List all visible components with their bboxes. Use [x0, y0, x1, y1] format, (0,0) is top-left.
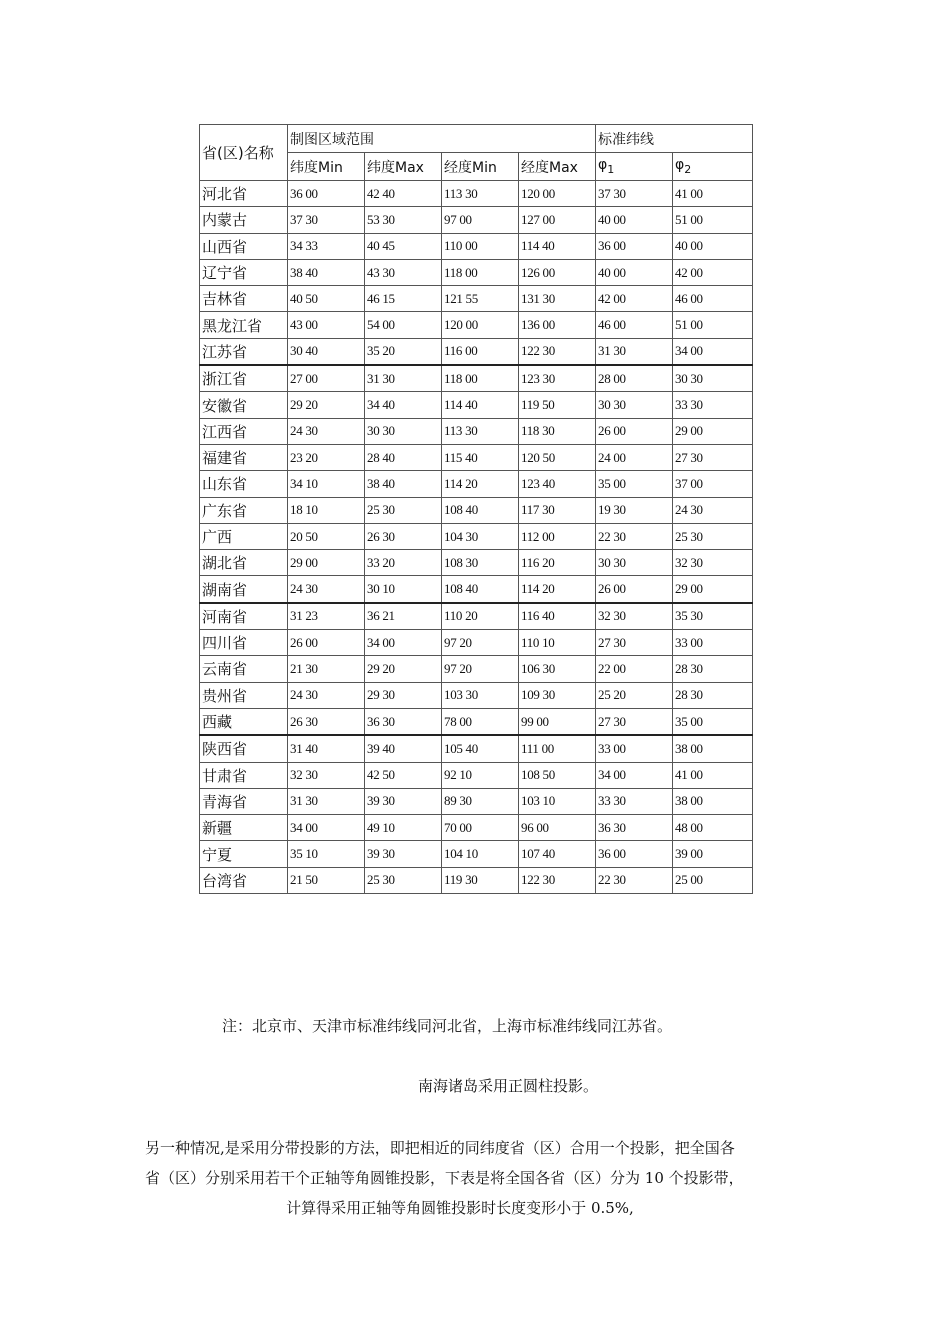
value-cell: 109 30 — [519, 682, 596, 708]
value-cell: 36 00 — [596, 841, 673, 867]
value-cell: 29 00 — [288, 550, 365, 576]
value-cell: 26 30 — [365, 523, 442, 549]
value-cell: 40 45 — [365, 233, 442, 259]
value-cell: 108 30 — [442, 550, 519, 576]
value-cell: 37 30 — [596, 181, 673, 207]
value-cell: 97 20 — [442, 630, 519, 656]
value-cell: 131 30 — [519, 286, 596, 312]
value-cell: 42 40 — [365, 181, 442, 207]
value-cell: 103 10 — [519, 788, 596, 814]
province-name-cell: 山西省 — [200, 233, 288, 259]
value-cell: 21 50 — [288, 867, 365, 893]
value-cell: 108 40 — [442, 576, 519, 603]
value-cell: 22 00 — [596, 656, 673, 682]
province-name-cell: 湖南省 — [200, 576, 288, 603]
value-cell: 112 00 — [519, 523, 596, 549]
value-cell: 105 40 — [442, 735, 519, 762]
value-cell: 40 00 — [596, 207, 673, 233]
value-cell: 27 30 — [596, 708, 673, 735]
value-cell: 34 00 — [673, 338, 753, 365]
value-cell: 119 30 — [442, 867, 519, 893]
value-cell: 37 30 — [288, 207, 365, 233]
value-cell: 115 40 — [442, 444, 519, 470]
province-name-cell: 云南省 — [200, 656, 288, 682]
paragraph-line-2: 省（区）分别采用若干个正轴等角圆锥投影，下表是将全国各省（区）分为 10 个投影带， — [145, 1169, 744, 1187]
value-cell: 114 40 — [519, 233, 596, 259]
value-cell: 48 00 — [673, 815, 753, 841]
value-cell: 27 30 — [596, 630, 673, 656]
table-row — [200, 841, 753, 867]
paragraph-line-3: 计算得采用正轴等角圆锥投影时长度变形小于 0.5%, — [286, 1199, 634, 1217]
table-row — [200, 444, 753, 470]
table-row — [200, 735, 753, 762]
value-cell: 116 00 — [442, 338, 519, 365]
projection-table-container — [199, 124, 752, 894]
province-name-cell: 河南省 — [200, 603, 288, 630]
header-phi1: $\varphi_1$ — [596, 153, 673, 181]
province-name-cell: 广西 — [200, 523, 288, 549]
value-cell: 24 30 — [288, 682, 365, 708]
value-cell: 89 30 — [442, 788, 519, 814]
value-cell: 25 30 — [365, 497, 442, 523]
value-cell: 118 00 — [442, 365, 519, 392]
value-cell: 32 30 — [596, 603, 673, 630]
value-cell: 96 00 — [519, 815, 596, 841]
value-cell: 49 10 — [365, 815, 442, 841]
value-cell: 38 40 — [365, 471, 442, 497]
value-cell: 92 10 — [442, 762, 519, 788]
value-cell: 106 30 — [519, 656, 596, 682]
value-cell: 29 20 — [288, 392, 365, 418]
value-cell: 25 20 — [596, 682, 673, 708]
province-name-cell: 江西省 — [200, 418, 288, 444]
table-row — [200, 523, 753, 549]
value-cell: 25 30 — [365, 867, 442, 893]
province-name-cell: 甘肃省 — [200, 762, 288, 788]
value-cell: 30 40 — [288, 338, 365, 365]
value-cell: 70 00 — [442, 815, 519, 841]
table-row — [200, 788, 753, 814]
value-cell: 27 00 — [288, 365, 365, 392]
value-cell: 32 30 — [673, 550, 753, 576]
value-cell: 35 20 — [365, 338, 442, 365]
value-cell: 42 00 — [673, 259, 753, 285]
table-row — [200, 603, 753, 630]
value-cell: 29 30 — [365, 682, 442, 708]
value-cell: 41 00 — [673, 762, 753, 788]
value-cell: 118 00 — [442, 259, 519, 285]
value-cell: 54 00 — [365, 312, 442, 338]
value-cell: 33 00 — [596, 735, 673, 762]
table-row — [200, 365, 753, 392]
value-cell: 34 00 — [288, 815, 365, 841]
value-cell: 29 00 — [673, 418, 753, 444]
value-cell: 27 30 — [673, 444, 753, 470]
province-name-cell: 青海省 — [200, 788, 288, 814]
province-name-cell: 河北省 — [200, 181, 288, 207]
value-cell: 113 30 — [442, 418, 519, 444]
value-cell: 30 30 — [673, 365, 753, 392]
value-cell: 126 00 — [519, 259, 596, 285]
header-lon-max: 经度Max — [519, 153, 596, 181]
value-cell: 35 00 — [596, 471, 673, 497]
value-cell: 35 30 — [673, 603, 753, 630]
table-row — [200, 815, 753, 841]
value-cell: 38 00 — [673, 788, 753, 814]
value-cell: 97 20 — [442, 656, 519, 682]
value-cell: 53 30 — [365, 207, 442, 233]
value-cell: 29 20 — [365, 656, 442, 682]
value-cell: 117 30 — [519, 497, 596, 523]
table-row — [200, 312, 753, 338]
value-cell: 26 30 — [288, 708, 365, 735]
value-cell: 108 40 — [442, 497, 519, 523]
value-cell: 25 00 — [673, 867, 753, 893]
table-row — [200, 630, 753, 656]
province-name-cell: 台湾省 — [200, 867, 288, 893]
value-cell: 114 20 — [442, 471, 519, 497]
value-cell: 23 20 — [288, 444, 365, 470]
province-name-cell: 西藏 — [200, 708, 288, 735]
value-cell: 51 00 — [673, 312, 753, 338]
value-cell: 36 00 — [596, 233, 673, 259]
value-cell: 37 00 — [673, 471, 753, 497]
province-name-cell: 辽宁省 — [200, 259, 288, 285]
table-row — [200, 576, 753, 603]
value-cell: 28 00 — [596, 365, 673, 392]
value-cell: 30 10 — [365, 576, 442, 603]
value-cell: 18 10 — [288, 497, 365, 523]
value-cell: 46 15 — [365, 286, 442, 312]
value-cell: 36 30 — [365, 708, 442, 735]
value-cell: 28 30 — [673, 682, 753, 708]
header-standard-parallels: 标准纬线 — [596, 125, 753, 153]
value-cell: 123 40 — [519, 471, 596, 497]
value-cell: 111 00 — [519, 735, 596, 762]
province-name-cell: 宁夏 — [200, 841, 288, 867]
province-name-cell: 陕西省 — [200, 735, 288, 762]
table-row — [200, 418, 753, 444]
value-cell: 40 50 — [288, 286, 365, 312]
value-cell: 104 10 — [442, 841, 519, 867]
value-cell: 33 30 — [673, 392, 753, 418]
value-cell: 33 00 — [673, 630, 753, 656]
value-cell: 110 10 — [519, 630, 596, 656]
value-cell: 28 30 — [673, 656, 753, 682]
value-cell: 22 30 — [596, 867, 673, 893]
value-cell: 51 00 — [673, 207, 753, 233]
value-cell: 104 30 — [442, 523, 519, 549]
value-cell: 30 30 — [365, 418, 442, 444]
value-cell: 110 00 — [442, 233, 519, 259]
value-cell: 31 23 — [288, 603, 365, 630]
value-cell: 40 00 — [673, 233, 753, 259]
table-row — [200, 338, 753, 365]
value-cell: 36 21 — [365, 603, 442, 630]
value-cell: 127 00 — [519, 207, 596, 233]
value-cell: 113 30 — [442, 181, 519, 207]
value-cell: 116 40 — [519, 603, 596, 630]
value-cell: 122 30 — [519, 338, 596, 365]
province-name-cell: 四川省 — [200, 630, 288, 656]
value-cell: 42 50 — [365, 762, 442, 788]
header-province-name: 省(区)名称 — [200, 125, 288, 181]
header-lat-min: 纬度Min — [288, 153, 365, 181]
value-cell: 31 30 — [365, 365, 442, 392]
value-cell: 122 30 — [519, 867, 596, 893]
value-cell: 24 30 — [673, 497, 753, 523]
province-name-cell: 贵州省 — [200, 682, 288, 708]
value-cell: 114 20 — [519, 576, 596, 603]
table-body — [200, 181, 753, 894]
province-name-cell: 广东省 — [200, 497, 288, 523]
value-cell: 123 30 — [519, 365, 596, 392]
value-cell: 29 00 — [673, 576, 753, 603]
value-cell: 41 00 — [673, 181, 753, 207]
value-cell: 120 00 — [519, 181, 596, 207]
value-cell: 34 40 — [365, 392, 442, 418]
value-cell: 39 30 — [365, 788, 442, 814]
value-cell: 110 20 — [442, 603, 519, 630]
value-cell: 36 00 — [288, 181, 365, 207]
value-cell: 20 50 — [288, 523, 365, 549]
value-cell: 21 30 — [288, 656, 365, 682]
value-cell: 28 40 — [365, 444, 442, 470]
province-name-cell: 山东省 — [200, 471, 288, 497]
value-cell: 107 40 — [519, 841, 596, 867]
table-row — [200, 762, 753, 788]
value-cell: 38 40 — [288, 259, 365, 285]
value-cell: 119 50 — [519, 392, 596, 418]
table-row — [200, 497, 753, 523]
value-cell: 31 40 — [288, 735, 365, 762]
value-cell: 136 00 — [519, 312, 596, 338]
table-row — [200, 656, 753, 682]
value-cell: 31 30 — [288, 788, 365, 814]
value-cell: 33 30 — [596, 788, 673, 814]
value-cell: 46 00 — [673, 286, 753, 312]
value-cell: 35 00 — [673, 708, 753, 735]
value-cell: 19 30 — [596, 497, 673, 523]
value-cell: 24 30 — [288, 418, 365, 444]
value-cell: 22 30 — [596, 523, 673, 549]
table-row — [200, 233, 753, 259]
province-name-cell: 新疆 — [200, 815, 288, 841]
table-row — [200, 181, 753, 207]
paragraph-line-1: 另一种情况,是采用分带投影的方法，即把相近的同纬度省（区）合用一个投影，把全国各 — [145, 1139, 735, 1157]
value-cell: 32 30 — [288, 762, 365, 788]
value-cell: 39 30 — [365, 841, 442, 867]
table-header-row — [200, 125, 753, 153]
value-cell: 99 00 — [519, 708, 596, 735]
value-cell: 39 40 — [365, 735, 442, 762]
value-cell: 108 50 — [519, 762, 596, 788]
value-cell: 120 50 — [519, 444, 596, 470]
value-cell: 26 00 — [596, 576, 673, 603]
value-cell: 118 30 — [519, 418, 596, 444]
value-cell: 24 30 — [288, 576, 365, 603]
value-cell: 33 20 — [365, 550, 442, 576]
province-name-cell: 江苏省 — [200, 338, 288, 365]
province-name-cell: 黑龙江省 — [200, 312, 288, 338]
value-cell: 38 00 — [673, 735, 753, 762]
province-name-cell: 湖北省 — [200, 550, 288, 576]
province-name-cell: 内蒙古 — [200, 207, 288, 233]
table-row — [200, 550, 753, 576]
table-row — [200, 471, 753, 497]
body-paragraph — [145, 1133, 815, 1223]
note-standard-parallels: 注：北京市、天津市标准纬线同河北省，上海市标准纬线同江苏省。 — [222, 1017, 673, 1035]
value-cell: 26 00 — [596, 418, 673, 444]
header-region-range: 制图区域范围 — [288, 125, 596, 153]
value-cell: 35 10 — [288, 841, 365, 867]
value-cell: 78 00 — [442, 708, 519, 735]
value-cell: 120 00 — [442, 312, 519, 338]
projection-parameters-table — [199, 124, 753, 894]
value-cell: 43 30 — [365, 259, 442, 285]
header-lat-max: 纬度Max — [365, 153, 442, 181]
table-row — [200, 207, 753, 233]
value-cell: 34 33 — [288, 233, 365, 259]
value-cell: 97 00 — [442, 207, 519, 233]
table-row — [200, 392, 753, 418]
value-cell: 34 00 — [596, 762, 673, 788]
value-cell: 24 00 — [596, 444, 673, 470]
value-cell: 43 00 — [288, 312, 365, 338]
value-cell: 114 40 — [442, 392, 519, 418]
value-cell: 116 20 — [519, 550, 596, 576]
value-cell: 121 55 — [442, 286, 519, 312]
value-cell: 46 00 — [596, 312, 673, 338]
table-row — [200, 708, 753, 735]
value-cell: 34 10 — [288, 471, 365, 497]
header-lon-min: 经度Min — [442, 153, 519, 181]
value-cell: 25 30 — [673, 523, 753, 549]
province-name-cell: 福建省 — [200, 444, 288, 470]
table-row — [200, 682, 753, 708]
table-row — [200, 286, 753, 312]
value-cell: 30 30 — [596, 392, 673, 418]
table-row — [200, 867, 753, 893]
value-cell: 26 00 — [288, 630, 365, 656]
value-cell: 39 00 — [673, 841, 753, 867]
value-cell: 36 30 — [596, 815, 673, 841]
value-cell: 103 30 — [442, 682, 519, 708]
value-cell: 42 00 — [596, 286, 673, 312]
table-row — [200, 259, 753, 285]
province-name-cell: 安徽省 — [200, 392, 288, 418]
value-cell: 34 00 — [365, 630, 442, 656]
value-cell: 31 30 — [596, 338, 673, 365]
province-name-cell: 浙江省 — [200, 365, 288, 392]
value-cell: 40 00 — [596, 259, 673, 285]
note-south-china-sea: 南海诸岛采用正圆柱投影。 — [418, 1077, 599, 1095]
province-name-cell: 吉林省 — [200, 286, 288, 312]
value-cell: 30 30 — [596, 550, 673, 576]
header-phi2: $\varphi_2$ — [673, 153, 753, 181]
